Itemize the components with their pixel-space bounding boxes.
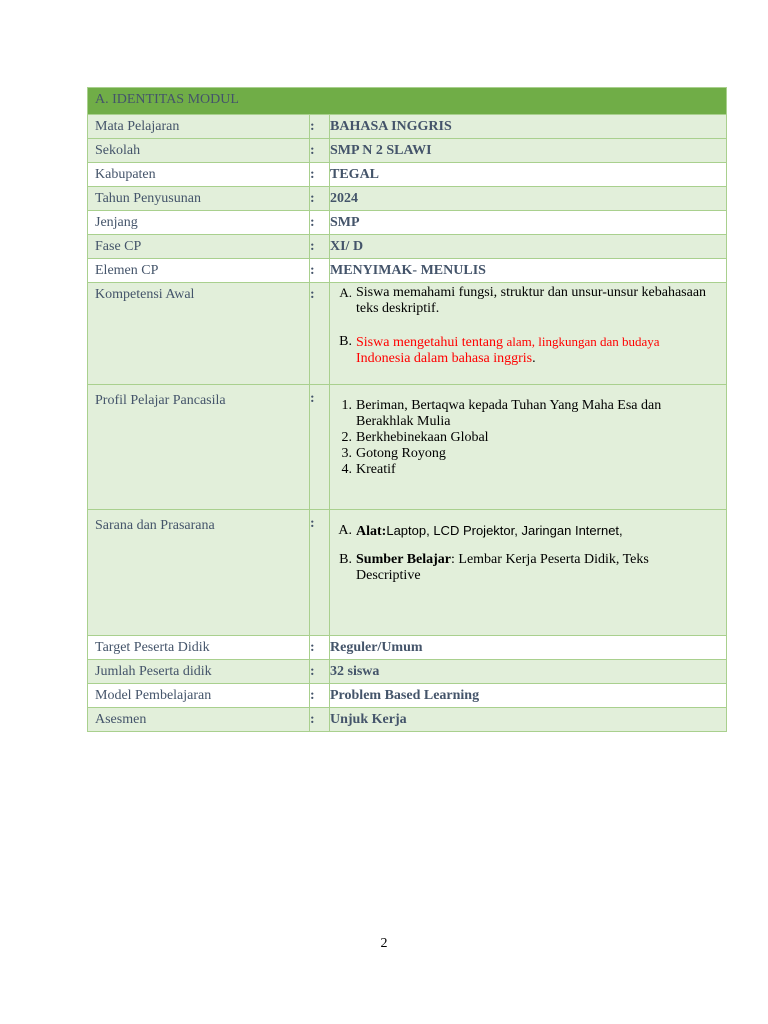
row-label: Sarana dan Prasarana: [88, 510, 310, 636]
section-title: A. IDENTITAS MODUL: [88, 88, 727, 115]
colon: :: [310, 385, 330, 510]
row-value: SMP: [330, 211, 727, 235]
colon: :: [310, 259, 330, 283]
page-number: 2: [380, 936, 388, 951]
colon: :: [310, 115, 330, 139]
kompetensi-awal-list: [332, 285, 716, 367]
list-sep: :: [381, 524, 387, 539]
row-label: Jenjang: [88, 211, 310, 235]
table-row: [88, 708, 727, 732]
table-row: [88, 636, 727, 660]
colon: :: [310, 510, 330, 636]
row-label: Fase CP: [88, 235, 310, 259]
list-marker: 4.: [341, 462, 352, 477]
row-value: 32 siswa: [330, 660, 727, 684]
list-bold: Alat: [356, 524, 382, 539]
colon: :: [310, 708, 330, 732]
table-row: [88, 235, 727, 259]
list-item: [332, 334, 716, 367]
row-label: Tahun Penyusunan: [88, 187, 310, 211]
table-row: [88, 660, 727, 684]
list-item: [332, 398, 716, 430]
table-row-profil: [88, 385, 727, 510]
colon: :: [310, 684, 330, 708]
row-value: Unjuk Kerja: [330, 708, 727, 732]
list-marker: B.: [339, 552, 352, 567]
list-text: Lembar Kerja Peserta Didik, Teks Descriptive: [356, 552, 649, 583]
row-label: Elemen CP: [88, 259, 310, 283]
list-item: [332, 446, 716, 462]
list-text: Beriman, Bertaqwa kepada Tuhan Yang Maha Esa dan Berakhlak Mulia: [356, 398, 662, 429]
row-label: Jumlah Peserta didik: [88, 660, 310, 684]
row-value: BAHASA INGGRIS: [330, 115, 727, 139]
list-item: [332, 552, 716, 584]
colon: :: [310, 163, 330, 187]
row-value: Problem Based Learning: [330, 684, 727, 708]
colon: :: [310, 211, 330, 235]
list-text: Berkhebinekaan Global: [356, 430, 489, 445]
table-row: [88, 187, 727, 211]
list-bold: Sumber Belajar: [356, 552, 452, 567]
row-label: Kompetensi Awal: [88, 283, 310, 385]
row-label: Target Peserta Didik: [88, 636, 310, 660]
row-label: Asesmen: [88, 708, 310, 732]
colon: :: [310, 636, 330, 660]
list-marker: A.: [338, 523, 352, 538]
row-value: Reguler/Umum: [330, 636, 727, 660]
list-marker: 1.: [341, 398, 352, 413]
list-sep: :: [451, 552, 455, 567]
row-value: MENYIMAK- MENULIS: [330, 259, 727, 283]
table-row: [88, 163, 727, 187]
list-text: Laptop, LCD Projektor, Jaringan Internet,: [386, 523, 623, 538]
profil-list: [332, 398, 716, 478]
row-label: Sekolah: [88, 139, 310, 163]
list-marker: 3.: [341, 446, 352, 461]
row-value: 2024: [330, 187, 727, 211]
row-label: Mata Pelajaran: [88, 115, 310, 139]
list-marker: A.: [339, 285, 352, 300]
row-value: XI/ D: [330, 235, 727, 259]
sarana-list: [332, 523, 716, 584]
list-marker: 2.: [341, 430, 352, 445]
row-label: Kabupaten: [88, 163, 310, 187]
list-item: [332, 285, 716, 317]
list-text: Kreatif: [356, 462, 396, 477]
list-text: Siswa memahami fungsi, struktur dan unsur-unsur kebahasaan teks deskriptif.: [356, 285, 707, 316]
table-row: [88, 684, 727, 708]
list-text-period: .: [532, 351, 536, 366]
table-row-kompetensi-awal: [88, 283, 727, 385]
row-value: TEGAL: [330, 163, 727, 187]
profil-list-cell: [330, 385, 727, 510]
table-row: [88, 211, 727, 235]
colon: :: [310, 187, 330, 211]
list-item: [332, 523, 716, 540]
list-text-red: Siswa mengetahui tentang: [356, 335, 507, 350]
list-item: [332, 462, 716, 478]
list-marker: B.: [339, 334, 352, 349]
colon: :: [310, 139, 330, 163]
row-value: SMP N 2 SLAWI: [330, 139, 727, 163]
table-row: [88, 139, 727, 163]
row-label: Model Pembelajaran: [88, 684, 310, 708]
colon: :: [310, 235, 330, 259]
list-text-red: Indonesia dalam bahasa inggris: [356, 351, 533, 366]
table-row: [88, 115, 727, 139]
list-text: Gotong Royong: [356, 446, 446, 461]
list-item: [332, 430, 716, 446]
kompetensi-awal-list-cell: [330, 283, 727, 385]
row-label: Profil Pelajar Pancasila: [88, 385, 310, 510]
sarana-list-cell: [330, 510, 727, 636]
colon: :: [310, 660, 330, 684]
identitas-modul-table: [87, 87, 727, 732]
table-row: [88, 259, 727, 283]
colon: :: [310, 283, 330, 385]
table-row-sarana: [88, 510, 727, 636]
list-text-red-small: alam, lingkungan dan budaya: [506, 334, 660, 349]
